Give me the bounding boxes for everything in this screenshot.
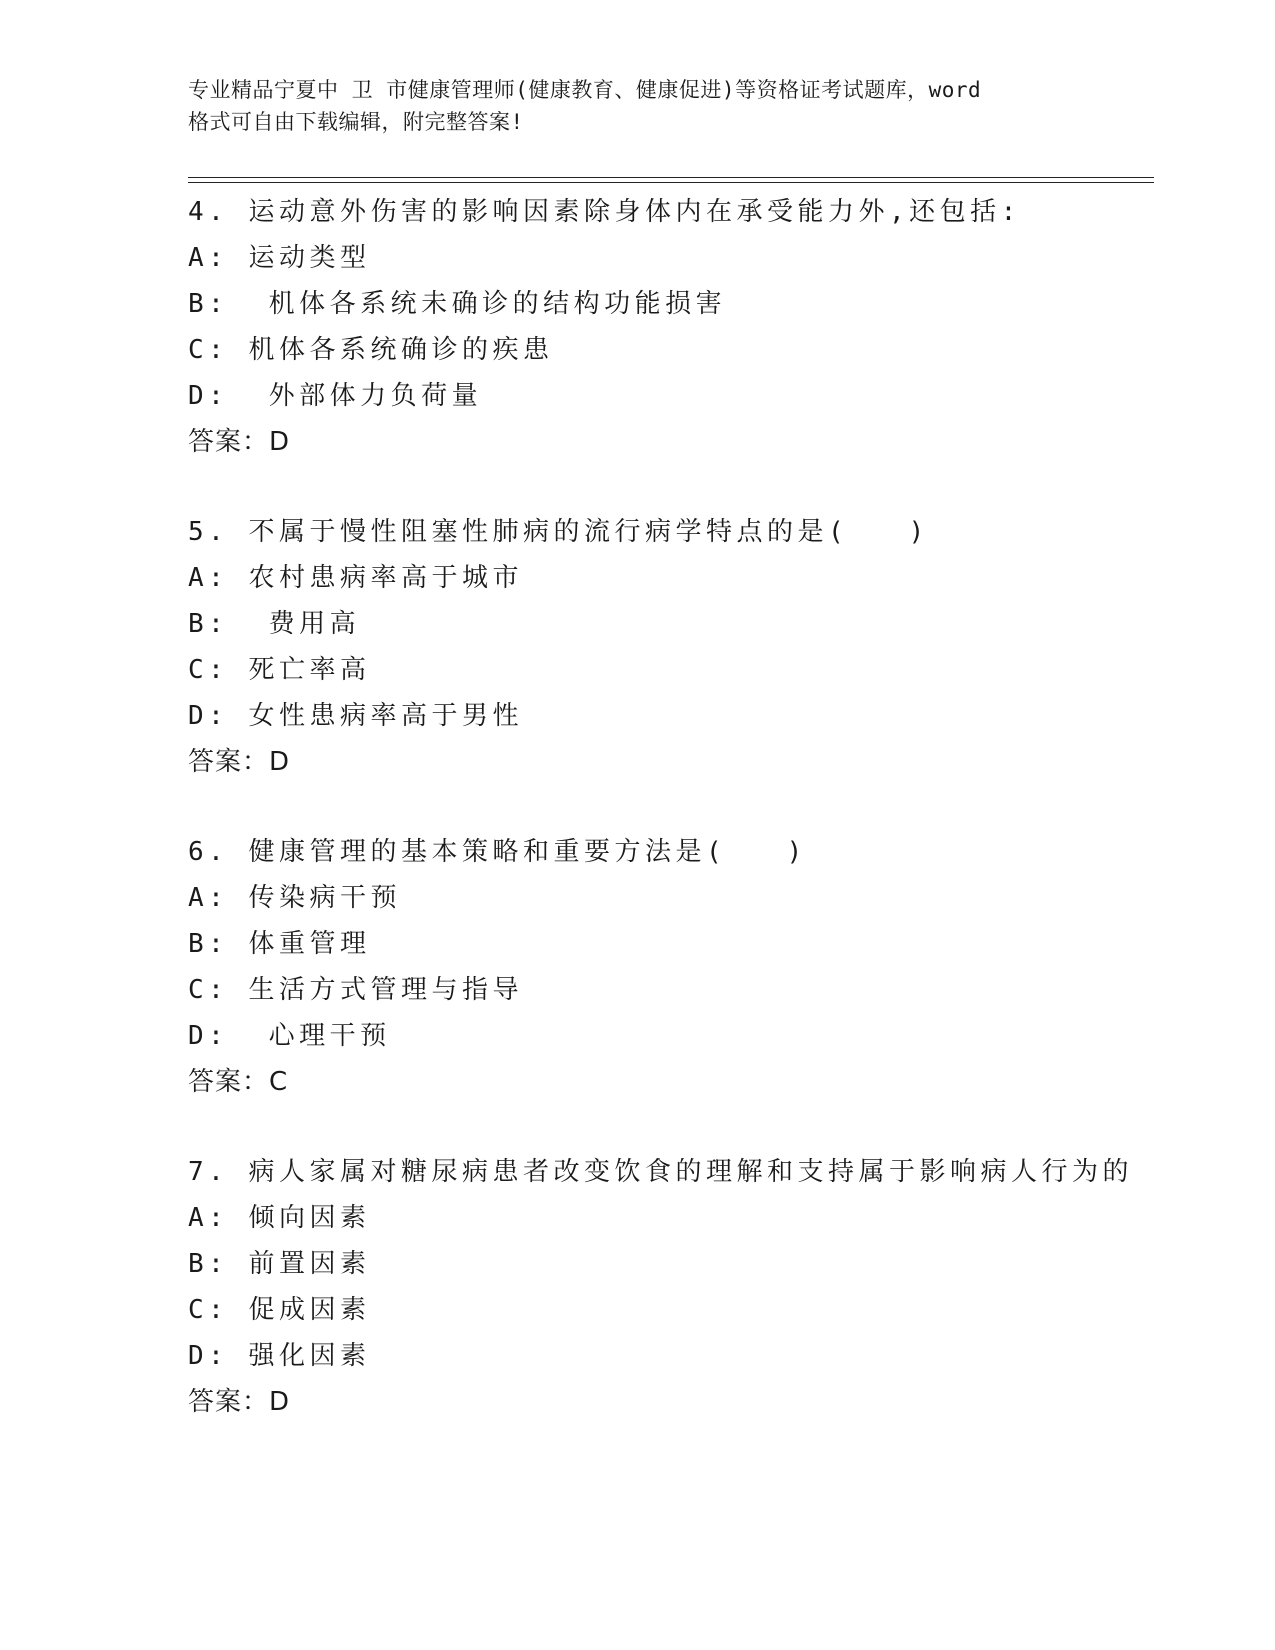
option-b: B: 费用高: [188, 609, 361, 639]
option-c: C: 生活方式管理与指导: [188, 975, 523, 1005]
option-d: D: 女性患病率高于男性: [188, 701, 523, 731]
option-b: B: 体重管理: [188, 929, 371, 959]
option-c: C: 促成因素: [188, 1295, 371, 1325]
header-divider-top: [188, 177, 1154, 178]
question-4: [188, 189, 1148, 465]
option-b: B: 前置因素: [188, 1249, 371, 1279]
question-5: [188, 509, 1148, 785]
question-list: [188, 189, 1148, 1469]
header-line-2: 格式可自由下载编辑，附完整答案!: [188, 110, 524, 134]
option-d: D: 外部体力负荷量: [188, 381, 483, 411]
document-header: [188, 74, 1088, 138]
question-stem: 7. 病人家属对糖尿病患者改变饮食的理解和支持属于影响病人行为的: [188, 1157, 1133, 1187]
question-6: [188, 829, 1148, 1105]
question-7: [188, 1149, 1148, 1425]
option-d: D: 强化因素: [188, 1341, 371, 1371]
option-a: A: 传染病干预: [188, 883, 401, 913]
option-c: C: 机体各系统确诊的疾患: [188, 335, 554, 365]
option-a: A: 农村患病率高于城市: [188, 563, 523, 593]
answer-line: 答案：C: [188, 1067, 289, 1097]
option-d: D: 心理干预: [188, 1021, 391, 1051]
option-a: A: 倾向因素: [188, 1203, 371, 1233]
option-c: C: 死亡率高: [188, 655, 371, 685]
answer-line: 答案：D: [188, 747, 291, 777]
answer-line: 答案：D: [188, 1387, 291, 1417]
header-line-1: 专业精品宁夏中 卫 市健康管理师(健康教育、健康促进)等资格证考试题库，word: [188, 78, 982, 102]
answer-line: 答案：D: [188, 427, 291, 457]
option-b: B: 机体各系统未确诊的结构功能损害: [188, 289, 727, 319]
option-a: A: 运动类型: [188, 243, 371, 273]
question-stem: 4. 运动意外伤害的影响因素除身体内在承受能力外,还包括:: [188, 197, 1021, 227]
question-stem: 6. 健康管理的基本策略和重要方法是( ): [188, 837, 807, 867]
header-divider-bottom: [188, 182, 1154, 183]
question-stem: 5. 不属于慢性阻塞性肺病的流行病学特点的是( ): [188, 517, 929, 547]
